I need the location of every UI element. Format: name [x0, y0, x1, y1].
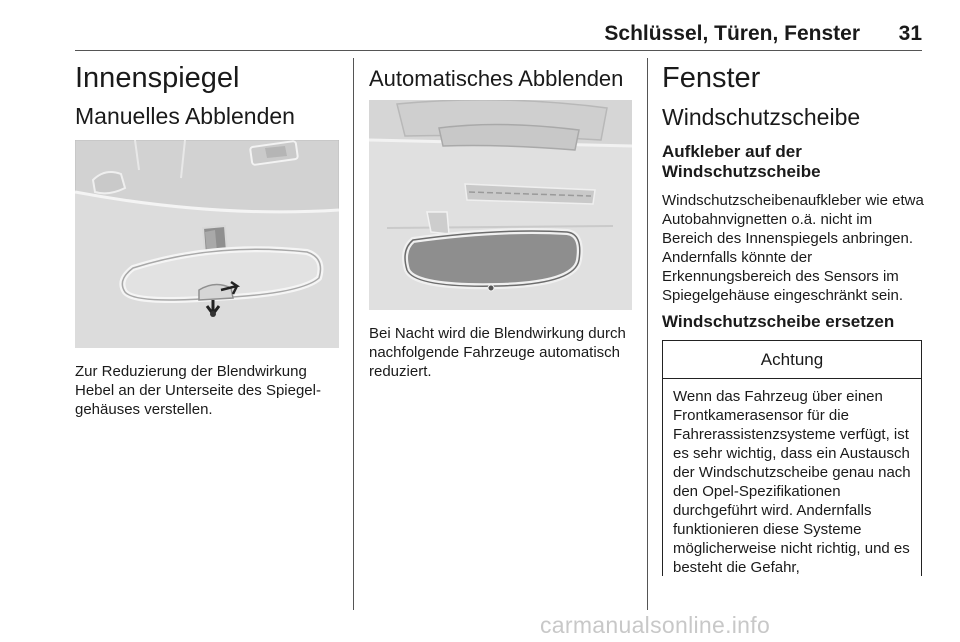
- caution-text: Wenn das Fahrzeug über einen Frontkamerasensor für die Fahrerassistenzsysteme verfügt, ist es sehr wichtig, dass ein Austausch der Windschutzscheibe genau nach den Opel-Spezifikationen durchgeführt wird. Andernfalls funktionieren diese Systeme möglicherweise nicht richtig, und es besteht die Gefahr,: [673, 388, 911, 576]
- caution-box: [662, 340, 922, 576]
- section-heading-fenster: Fenster: [662, 62, 761, 94]
- paragraph-aufkleber: Windschutzscheibenaufkleber wie etwa Autobahnvignetten o.ä. nicht im Bereich des Innenspiegels anbringen. Andernfalls könnte der Erkennungsbereich des Sensors im Spiegelgehäuse eingeschränkt sein.: [662, 192, 924, 304]
- subheading-manuelles-abblenden: Manuelles Abblenden: [75, 103, 295, 129]
- column-divider: [647, 58, 648, 610]
- watermark: carmanualsonline.info: [540, 612, 771, 638]
- paragraph-manual-dimming: Zur Reduzierung der Blendwirkung Hebel an der Unterseite des Spiegelgehäuses verstellen.: [75, 363, 321, 418]
- section-heading-innenspiegel: Innenspiegel: [75, 62, 240, 94]
- caution-title: Achtung: [663, 341, 921, 379]
- subheading-automatisches-abblenden: Automatisches Abblenden: [369, 66, 624, 91]
- column-divider: [353, 58, 354, 610]
- subsubheading-ersetzen: Windschutzscheibe ersetzen: [662, 312, 895, 331]
- header-rule: [75, 50, 922, 51]
- running-header-title: Schlüssel, Türen, Fenster: [604, 22, 860, 45]
- subheading-windschutzscheibe: Windschutzscheibe: [662, 104, 861, 130]
- illustration-auto-mirror: [369, 100, 632, 310]
- illustration-manual-mirror: [75, 140, 339, 348]
- paragraph-auto-dimming: Bei Nacht wird die Blendwirkung durch nachfolgende Fahrzeuge automatisch reduziert.: [369, 325, 626, 380]
- page-number: 31: [898, 22, 922, 45]
- subsubheading-aufkleber: Aufkleber auf der Windschutzscheibe: [662, 142, 821, 181]
